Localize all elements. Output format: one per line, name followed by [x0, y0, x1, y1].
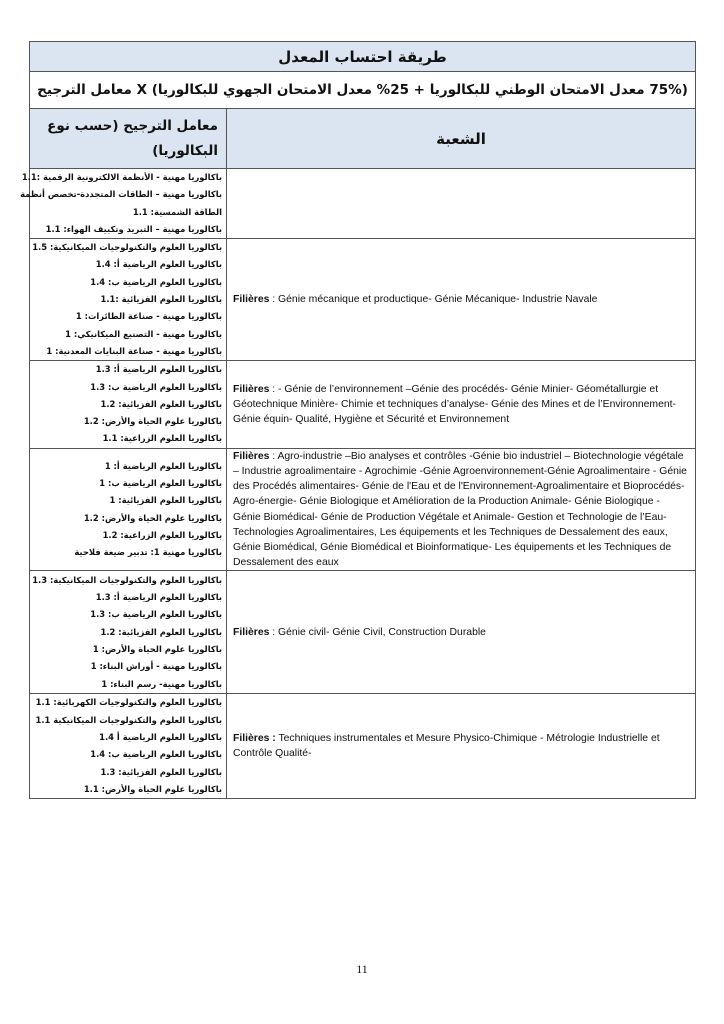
- filiere-cell: [227, 448, 696, 571]
- coefficient-line: باكالوريا العلوم الرياضية أ: 1: [104, 460, 222, 471]
- coefficient-line: باكالوريا مهنية - صناعة الطائرات: 1: [75, 311, 222, 322]
- coefficient-line: باكالوريا العلوم الفزيائية: 1.2: [100, 398, 222, 409]
- filieres-label: Filières: [233, 626, 270, 638]
- filieres-text: : Génie mécanique et productique- Génie Mécanique- Industrie Navale: [269, 294, 598, 306]
- coefficient-line: باكالوريا مهنية - التصنيع الميكانيكي: 1: [65, 328, 222, 339]
- coefficient-line: باكالوريا العلوم الرياضية أ: 1.3: [95, 364, 222, 375]
- document-page: [20, 41, 695, 799]
- coefficient-line: باكالوريا العلوم الرياضية أ 1.4: [99, 731, 222, 742]
- table-row: [30, 448, 696, 571]
- coefficient-line: باكالوريا علوم الحياة والأرض: 1.1: [83, 783, 222, 794]
- coefficient-line: باكالوريا علوم الحياة والأرض: 1.2: [83, 416, 222, 427]
- coefficient-line: باكالوريا العلوم والتكنولوجيات الميكانيكية: 1.3: [32, 574, 222, 585]
- table-title: طريقة احتساب المعدل: [30, 42, 696, 72]
- coefficient-line: باكالوريا مهنية 1: تدبير ضيعة فلاحية: [74, 547, 222, 558]
- coefficient-line: باكالوريا مهنية- رسم البناء: 1: [101, 678, 222, 689]
- filieres-text: : Génie civil- Génie Civil, Construction Durable: [269, 626, 486, 638]
- filieres-label: Filières: [233, 383, 270, 395]
- coefficient-line: باكالوريا العلوم الفزيائية: 1.2: [100, 626, 222, 637]
- coefficient-line: باكالوريا العلوم الرياضية أ: 1.4: [95, 259, 222, 270]
- coefficient-line: باكالوريا العلوم والتكنولوجيات الميكانيكية 1.1: [35, 714, 222, 725]
- coefficient-line: باكالوريا مهنية - الأنظمة الالكترونية الرقمية :1.1: [21, 172, 222, 182]
- table-row: [30, 239, 696, 361]
- filieres-label: Filières: [233, 294, 270, 306]
- coefficient-line: باكالوريا العلوم الزراعية: 1.2: [102, 529, 222, 540]
- coefficient-line: باكالوريا العلوم الزراعية: 1.1: [102, 433, 222, 444]
- formula-row: [30, 72, 696, 109]
- filiere-cell: [227, 571, 696, 694]
- filieres-text: : - Génie de l’environnement –Génie des procédés- Génie Minier- Géométallurgie et Géotechnique Minière- Chimie et techniques d’analyse- Génie des Mines et de l’Environnement- Génie équin- Qualité, Hygiène et Sécurité et Environnement: [233, 383, 676, 426]
- coefficient-line: باكالوريا العلوم والتكنولوجيات الكهربائية: 1.1: [35, 697, 222, 708]
- coefficient-line: باكالوريا العلوم الرياضية ب: 1.3: [90, 381, 222, 392]
- coefficient-line: باكالوريا العلوم الفزيائية: 1.3: [100, 766, 222, 777]
- coefficient-line: باكالوريا مهنية - صناعة البنايات المعدنية: 1: [46, 345, 222, 356]
- coefficient-cell: [30, 239, 227, 361]
- coefficient-line: باكالوريا العلوم الفزيائية: 1: [109, 495, 222, 506]
- table-row: [30, 694, 696, 799]
- coefficient-line: باكالوريا العلوم الرياضية أ: 1.3: [95, 592, 222, 603]
- filieres-label: Filières :: [233, 733, 276, 745]
- coefficient-line: باكالوريا علوم الحياة والأرض: 1: [92, 644, 222, 655]
- coefficient-cell: [30, 694, 227, 799]
- coefficient-line: باكالوريا مهنية - أوراش البناء: 1: [90, 661, 222, 672]
- table-row: [30, 169, 696, 239]
- filieres-text: : Agro-industrie –Bio analyses et contrôles -Génie bio industriel – Biotechnologie végétale – Industrie agroalimentaire - Agrochimie -Génie Agroenvironnement-Génie Agroalimentaire - Génie des Procédés alimentaires- Génie de l'Eau et de l'Environnement-Agroalimentaire et Bioprocédés- Agro-énergie- Génie Biologique et Amélioration de la Production Animale- Génie Biologique - Génie Biomédical- Génie de Production Végétale et Animale- Gestion et Technologie de l’Eau- Technologies Agroalimentaires, Les équipements et les Techniques de Dessalement des eaux, Génie Biomédical, Génie Biomédical et Bioinformatique- Les équipements et les Techniques de Dessalement des eaux: [233, 450, 687, 569]
- table-row: [30, 571, 696, 694]
- coefficient-cell: [30, 361, 227, 448]
- filiere-cell: [227, 361, 696, 448]
- coefficient-cell: [20, 169, 227, 239]
- title-row: [30, 42, 696, 72]
- filiere-cell: [227, 694, 696, 799]
- filieres-text: Techniques instrumentales et Mesure Physico-Chimique - Métrologie Industrielle et Contrôle Qualité-: [233, 733, 660, 760]
- coefficient-line: باكالوريا العلوم والتكنولوجيات الميكانيكية: 1.5: [32, 242, 222, 253]
- page-number: 11: [356, 962, 368, 976]
- averaging-formula: (75% معدل الامتحان الوطني للبكالوريا + 25% معدل الامتحان الجهوي للبكالوريا) X معامل الترجيح: [30, 72, 696, 109]
- coefficient-line: الطاقة الشمسية: 1.1: [132, 206, 222, 217]
- coefficient-line: باكالوريا مهنية – التبريد وتكييف الهواء: 1.1: [45, 223, 222, 234]
- filiere-cell: [227, 169, 696, 239]
- coefficient-line: باكالوريا مهنية – الطاقات المتجددة-تخصص أنظمة: [20, 189, 222, 200]
- header-coefficient: معامل الترجيح (حسب نوع البكالوريا): [30, 109, 227, 169]
- coefficient-cell: [30, 571, 227, 694]
- coefficient-line: باكالوريا العلوم الرياضية ب: 1.4: [90, 276, 222, 287]
- coefficient-line: باكالوريا علوم الحياة والأرض: 1.2: [83, 512, 222, 523]
- coefficient-line: باكالوريا العلوم الرياضية ب: 1.4: [90, 749, 222, 760]
- coefficient-cell: [30, 448, 227, 571]
- header-row: [30, 109, 696, 169]
- table-row: [30, 361, 696, 448]
- coefficient-line: باكالوريا العلوم الفزيائية :1.1: [100, 294, 222, 305]
- filieres-label: Filières: [233, 450, 270, 462]
- header-filiere: الشعبة: [227, 109, 696, 169]
- coefficient-line: باكالوريا العلوم الرياضية ب: 1.3: [90, 609, 222, 620]
- averaging-method-table: [20, 41, 696, 799]
- filiere-cell: [227, 239, 696, 361]
- coefficient-line: باكالوريا العلوم الرياضية ب: 1: [99, 477, 222, 488]
